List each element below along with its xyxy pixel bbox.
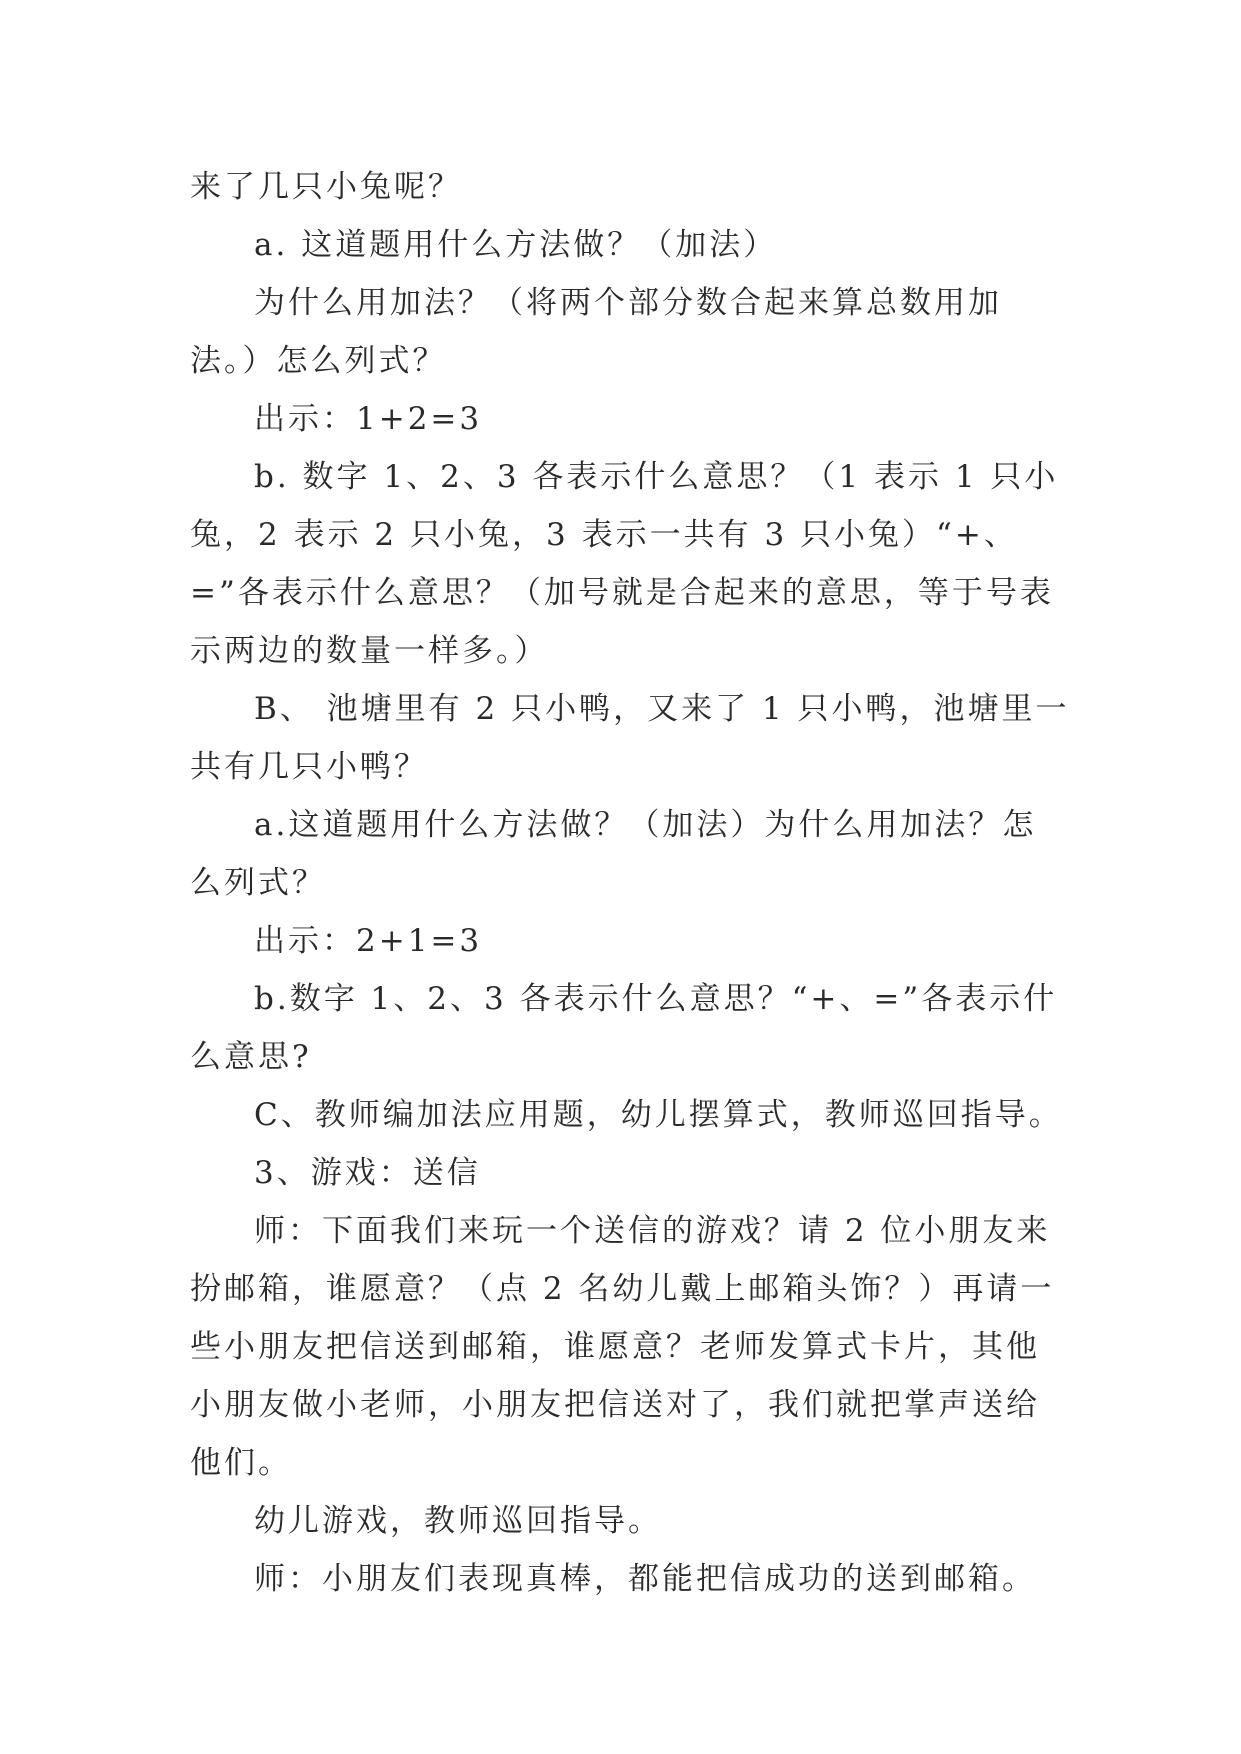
paragraph-5: b. 数字 1、2、3 各表示什么意思？（1 表示 1 只小兔，2 表示 2 只小兔，3 表示一共有 3 只小兔）“+、=”各表示什么意思？（加号就是合起来的意思，等于号表示两边的数量一样多。） [190,459,1059,669]
paragraph-12: 师：下面我们来玩一个送信的游戏？请 2 位小朋友来扮邮箱，谁愿意？（点 2 名幼儿戴上邮箱头饰？）再请一些小朋友把信送到邮箱，谁愿意？老师发算式卡片，其他小朋友做小老师，小朋友把信送对了，我们就把掌声送给他们。 [190,1213,1055,1481]
paragraph-11: 3、游戏：送信 [254,1155,481,1191]
paragraph-13: 幼儿游戏，教师巡回指导。 [254,1503,662,1539]
paragraph-3: 为什么用加法？（将两个部分数合起来算总数用加法。）怎么列式？ [190,285,1002,379]
document-body [190,158,1070,1608]
paragraph-1: 来了几只小兔呢？ [190,169,462,205]
paragraph-7: a.这道题用什么方法做？（加法）为什么用加法？怎么列式？ [190,807,1037,901]
paragraph-10: C、教师编加法应用题，幼儿摆算式，教师巡回指导。 [254,1097,1063,1133]
paragraph-2: a. 这道题用什么方法做？（加法） [254,227,778,263]
paragraph-9: b.数字 1、2、3 各表示什么意思？“+、=”各表示什么意思? [190,981,1058,1075]
paragraph-8: 出示：2+1=3 [254,923,483,959]
paragraph-14: 师：小朋友们表现真棒，都能把信成功的送到邮箱。 [254,1561,1036,1597]
paragraph-4: 出示：1+2=3 [254,401,483,437]
paragraph-6: B、 池塘里有 2 只小鸭，又来了 1 只小鸭，池塘里一共有几只小鸭？ [190,691,1070,785]
